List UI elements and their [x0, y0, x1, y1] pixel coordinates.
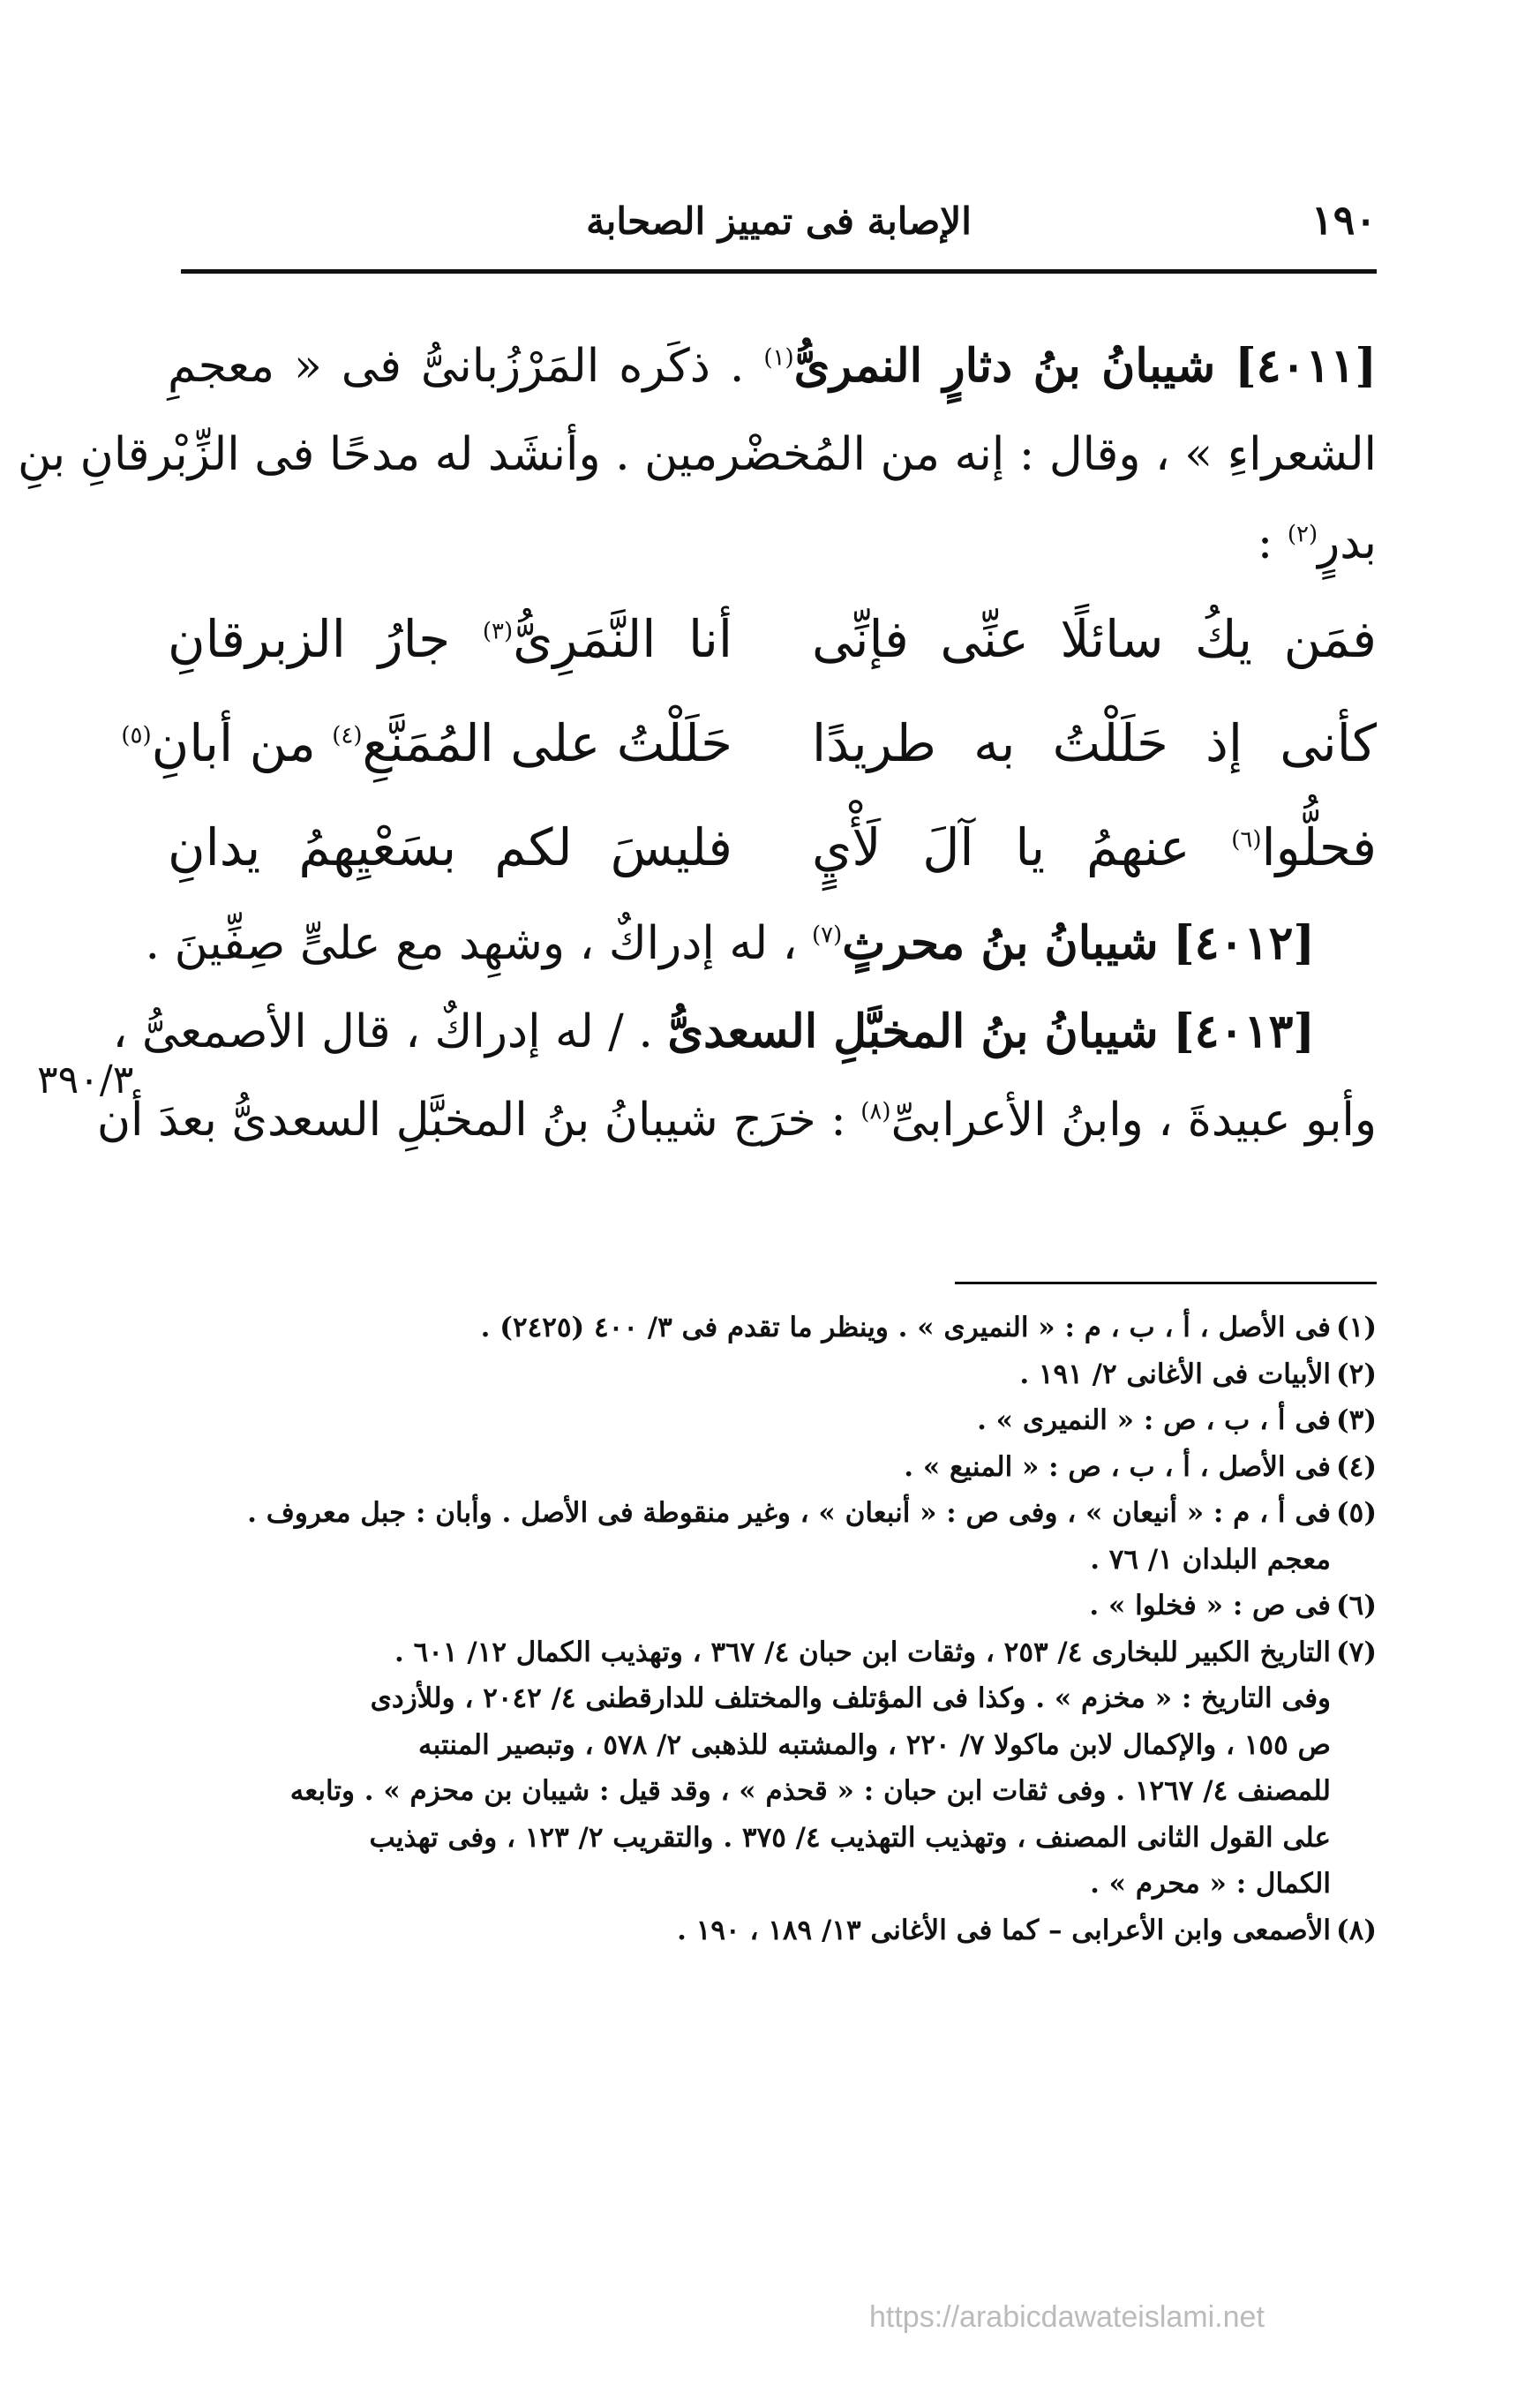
verse-hemistich-left [168, 587, 732, 691]
entry-number: [٤٠١١] [1235, 339, 1377, 393]
verse-hemistich-left [121, 691, 732, 795]
entry-4011-line-3 [168, 499, 1377, 587]
footnote-text: فى ص : « فخلوا » . [1089, 1590, 1331, 1622]
verse-hemistich-left: فليسَ لكم بسَعْيِهمُ يدانِ [168, 817, 732, 877]
running-header [181, 196, 1377, 258]
entry-text: . ذكَره المَرْزُبانىُّ فى « معجمِ [168, 340, 745, 393]
verse-1 [168, 587, 1377, 691]
footnote-ref[interactable]: (١) [763, 344, 794, 372]
header-rule [181, 269, 1377, 274]
verse-text: فحلُّوا [1261, 817, 1377, 877]
footnote-separator [955, 1282, 1377, 1284]
entry-text: . / له إدراكٌ ، قال الأصمعىُّ ، [112, 1005, 653, 1058]
footnote-number: (٨) [1336, 1914, 1377, 1946]
footnote-4 [168, 1444, 1377, 1491]
verse-hemistich-right: كأنى إذ حَلَلْتُ به طريدًا [812, 713, 1377, 773]
footnote-number: (٧) [1336, 1636, 1377, 1668]
footnote-5 [168, 1490, 1377, 1583]
footnote-ref[interactable]: (٥) [121, 722, 152, 749]
entry-text: بدرٍ [1318, 516, 1377, 569]
footnote-ref[interactable]: (٤) [332, 722, 363, 749]
footnote-number: (٣) [1336, 1404, 1377, 1436]
entry-number: [٤٠١٢] [1173, 916, 1315, 970]
verse-hemistich-right [812, 795, 1377, 899]
entry-name: شيبانُ بنُ المخبَّلِ السعدىُّ [667, 1005, 1159, 1058]
verse-text: من أبانِ [151, 713, 316, 773]
footnote-2 [168, 1351, 1377, 1398]
entry-4012-line-1 [145, 899, 1377, 988]
entry-text: وأبو عبيدةَ ، وابنُ الأعرابىِّ [890, 1094, 1377, 1147]
margin-reference: ٣٩٠/٣ [37, 1057, 134, 1102]
verse-3 [168, 795, 1377, 899]
verse-text: عنهمُ يا آلَ لَأْيٍ [812, 817, 1190, 877]
footnote-number: (٤) [1336, 1450, 1377, 1483]
footnote-text: للمصنف ٤/ ١٢٦٧ . وفى ثقات ابن حبان : « قحذم » ، وقد قيل : شيبان بن محزم » . وتابعه [289, 1775, 1331, 1807]
entry-text: : خرَج شيبانُ بنُ المخبَّلِ السعدىُّ بعدَ أن [96, 1094, 846, 1147]
verse-text: جارُ الزبرقانِ [168, 609, 451, 669]
footnote-number: (٦) [1336, 1590, 1377, 1622]
footnote-3 [168, 1397, 1377, 1444]
verse-text: حَلَلْتُ على المُمَنَّعِ [362, 713, 732, 773]
footnote-ref[interactable]: (٨) [860, 1098, 891, 1125]
entry-4011-line-2 [18, 410, 1377, 499]
footnote-text: فى أ ، ب ، ص : « النميرى » . [977, 1404, 1331, 1436]
entry-4013-line-2 [96, 1076, 1377, 1164]
entry-4011-line-1 [168, 322, 1377, 410]
entry-name: شيبانُ بنُ دثارٍ النمرىُّ [793, 339, 1216, 393]
verse-text: أنا النَّمَرِىُّ [513, 609, 732, 669]
footnote-text: وفى التاريخ : « مخزم » . وكذا فى المؤتلف والمختلف للدارقطنى ٤/ ٢٠٤٢ ، وللأزدى [370, 1682, 1331, 1714]
footnote-text: فى الأصل ، أ ، ب ، ص : « المنيع » . [904, 1450, 1331, 1483]
footnote-8 [168, 1908, 1377, 1954]
footnote-text: فى الأصل ، أ ، ب ، م : « النميرى » . وينظر ما تقدم فى ٣/ ٤٠٠ (٢٤٢٥) . [480, 1312, 1331, 1343]
footnote-text: على القول الثانى المصنف ، وتهذيب التهذيب ٤/ ٣٧٥ . والتقريب ٢/ ١٢٣ ، وفى تهذيب [369, 1821, 1331, 1854]
footnote-text: الكمال : « محرم » . [1090, 1868, 1331, 1900]
footnote-ref[interactable]: (٢) [1287, 521, 1318, 548]
footnote-number: (١) [1336, 1312, 1377, 1343]
footnote-6 [168, 1583, 1377, 1629]
footnotes [168, 1305, 1377, 1953]
footnote-number: (٥) [1336, 1497, 1377, 1529]
entry-4013-line-1 [112, 988, 1377, 1076]
book-title: الإصابة فى تمييز الصحابة [586, 199, 972, 243]
entry-text: ، له إدراكٌ ، وشهِد مع علىٍّ صِفِّينَ . [145, 917, 798, 970]
footnote-7 [168, 1629, 1377, 1908]
footnote-text: الأصمعى وابن الأعرابى – كما فى الأغانى ١٣/ ١٨٩ ، ١٩٠ . [677, 1914, 1331, 1946]
footnote-text: التاريخ الكبير للبخارى ٤/ ٢٥٣ ، وثقات ابن حبان ٤/ ٣٦٧ ، وتهذيب الكمال ١٢/ ٦٠١ . [394, 1636, 1331, 1668]
watermark-url: https://arabicdawateislami.net [869, 2300, 1265, 2334]
footnote-text: الأبيات فى الأغانى ٢/ ١٩١ . [1019, 1358, 1331, 1390]
footnote-text: ص ١٥٥ ، والإكمال لابن ماكولا ٧/ ٢٢٠ ، والمشتبه للذهبى ٢/ ٥٧٨ ، وتبصير المنتبه [418, 1728, 1331, 1761]
footnote-text: فى أ ، م : « أنيعان » ، وفى ص : « أنبعان » ، وغير منقوطة فى الأصل . وأبان : جبل معروف . [247, 1497, 1331, 1529]
footnote-ref[interactable]: (٣) [482, 618, 514, 645]
footnote-text: معجم البلدان ١/ ٧٦ . [1090, 1543, 1331, 1576]
footnote-number: (٢) [1336, 1358, 1377, 1390]
footnote-ref[interactable]: (٧) [811, 922, 843, 949]
entry-name: شيبانُ بنُ محرثٍ [842, 916, 1159, 970]
footnote-ref[interactable]: (٦) [1231, 826, 1262, 854]
footnote-1 [168, 1305, 1377, 1351]
entry-text: الشعراءِ » ، وقال : إنه من المُخضْرمين . وأنشَد له مدحًا فى الزِّبْرقانِ بنِ [18, 428, 1377, 481]
verse-hemistich-right: فمَن يكُ سائلًا عنِّى فإنِّى [812, 609, 1377, 669]
page-number: ١٩٠ [1310, 196, 1377, 244]
verse-2 [121, 691, 1377, 795]
entry-number: [٤٠١٣] [1173, 1005, 1315, 1058]
entry-text: : [1257, 516, 1273, 569]
